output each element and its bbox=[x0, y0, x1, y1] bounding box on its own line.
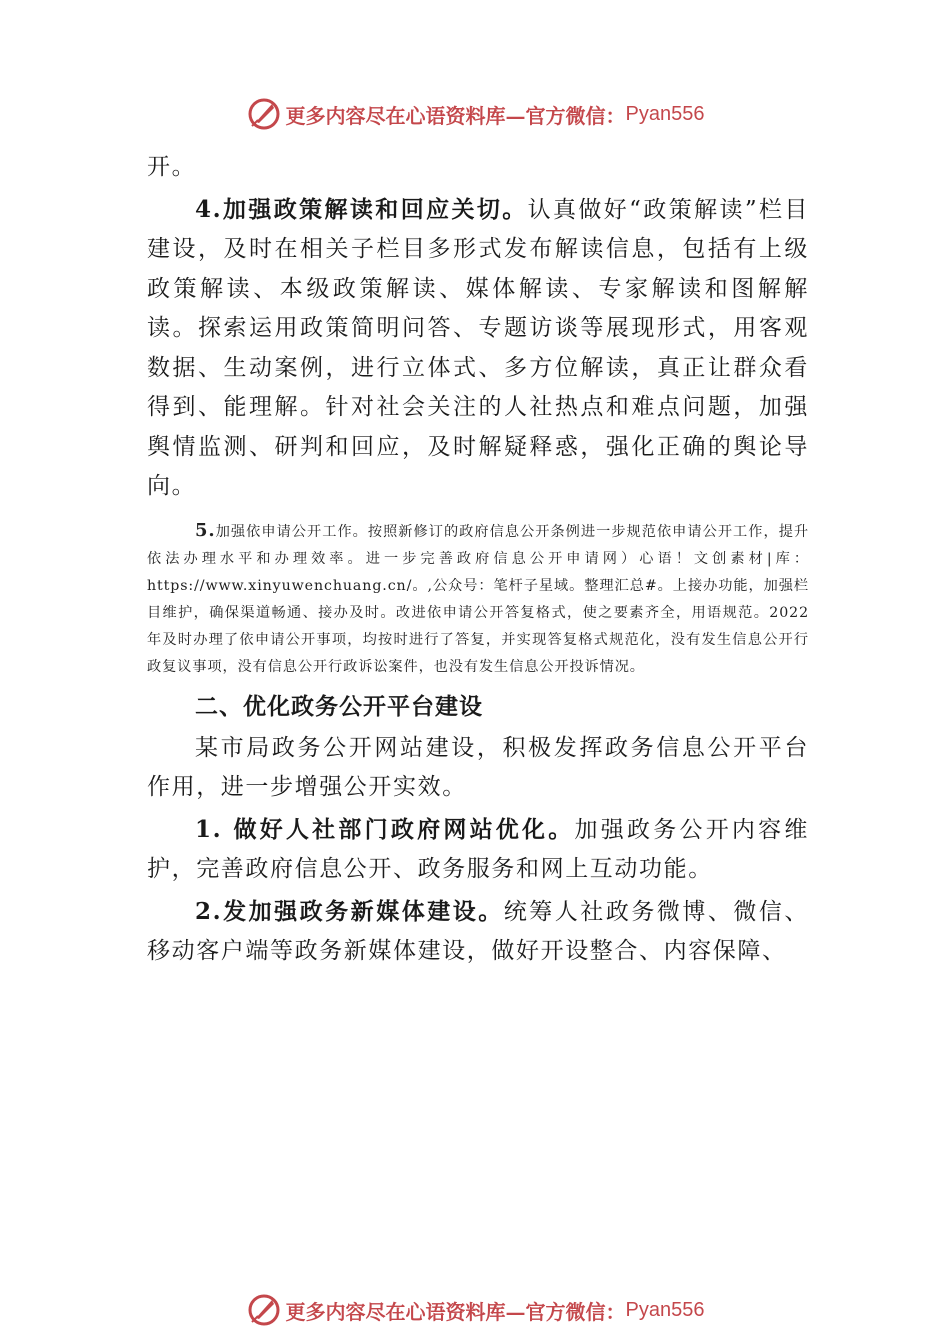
banner-wechat-label: —官方微信： bbox=[505, 1299, 626, 1324]
paragraph-application-disclosure bbox=[147, 517, 809, 681]
quill-logo-icon bbox=[246, 1292, 282, 1328]
paragraph-text: 认真做好“政策解读”栏目建设，及时在相关子栏目多形式发布解读信息，包括有上级政策解读、本级政策解读、媒体解读、专家解读和图解解读。探索运用政策简明问答、专题访谈等展现形式，用客观数据、生动案例，进行立体式、多方位解读，真正让群众看得到、能理解。针对社会关注的人社热点和难点问题，加强舆情监测、研判和回应，及时解疑释惑，强化正确的舆论导向。 bbox=[147, 196, 810, 499]
paragraph-lead: 4.加强政策解读和回应关切。 bbox=[195, 195, 528, 223]
paragraph-website-optimization bbox=[147, 810, 809, 890]
footer-watermark-banner bbox=[0, 1290, 950, 1330]
banner-wechat-label: —官方微信： bbox=[505, 103, 626, 128]
paragraph-lead: 1. 做好人社部门政府网站优化。 bbox=[195, 815, 575, 843]
banner-wechat-id: Pyan556 bbox=[625, 102, 705, 125]
paragraph-number: 5. bbox=[195, 519, 216, 541]
paragraph-policy-interpretation bbox=[147, 190, 809, 507]
banner-wechat-id: Pyan556 bbox=[625, 1298, 705, 1321]
banner-title: 更多内容尽在心语资料库 bbox=[285, 1299, 506, 1324]
paragraph-text: 加强政务公开内容维护，完善政府信息公开、政务服务和网上互动功能。 bbox=[147, 816, 809, 882]
paragraph-text: 加强依申请公开工作。按照新修订的政府信息公开条例进一步规范依申请公开工作，提升依法办理水平和办理效率。进一步完善政府信息公开申请网）心语！文创素材|库：https://www.xinyuwenchuang.cn/。,公众号：笔杆子星域。整理汇总#。上接办功能，加强栏目维护，确保渠道畅通、接办及时。改进依申请公开答复格式，使之要素齐全，用语规范。2022 年及时办理了依申请公开事项，均按时进行了答复，并实现答复格式规范化，没有发生信息公开行政复议事项，没有信息公开行政诉讼案件，也没有发生信息公开投诉情况。 bbox=[147, 523, 809, 675]
paragraph-text: 统筹人社政务微博、微信、移动客户端等政务新媒体建设，做好开设整合、内容保障、 bbox=[147, 898, 810, 964]
document-body bbox=[147, 148, 809, 972]
paragraph-new-media bbox=[147, 892, 809, 972]
header-watermark-banner bbox=[0, 94, 950, 134]
paragraph-continuation: 开。 bbox=[147, 154, 197, 180]
paragraph-platform-intro: 某市局政务公开网站建设，积极发挥政务信息公开平台作用，进一步增强公开实效。 bbox=[147, 734, 809, 800]
banner-title: 更多内容尽在心语资料库 bbox=[285, 103, 506, 128]
quill-logo-icon bbox=[246, 96, 282, 132]
paragraph-lead: 2.发加强政务新媒体建设。 bbox=[195, 897, 504, 925]
section-heading: 二、优化政务公开平台建设 bbox=[195, 693, 483, 720]
